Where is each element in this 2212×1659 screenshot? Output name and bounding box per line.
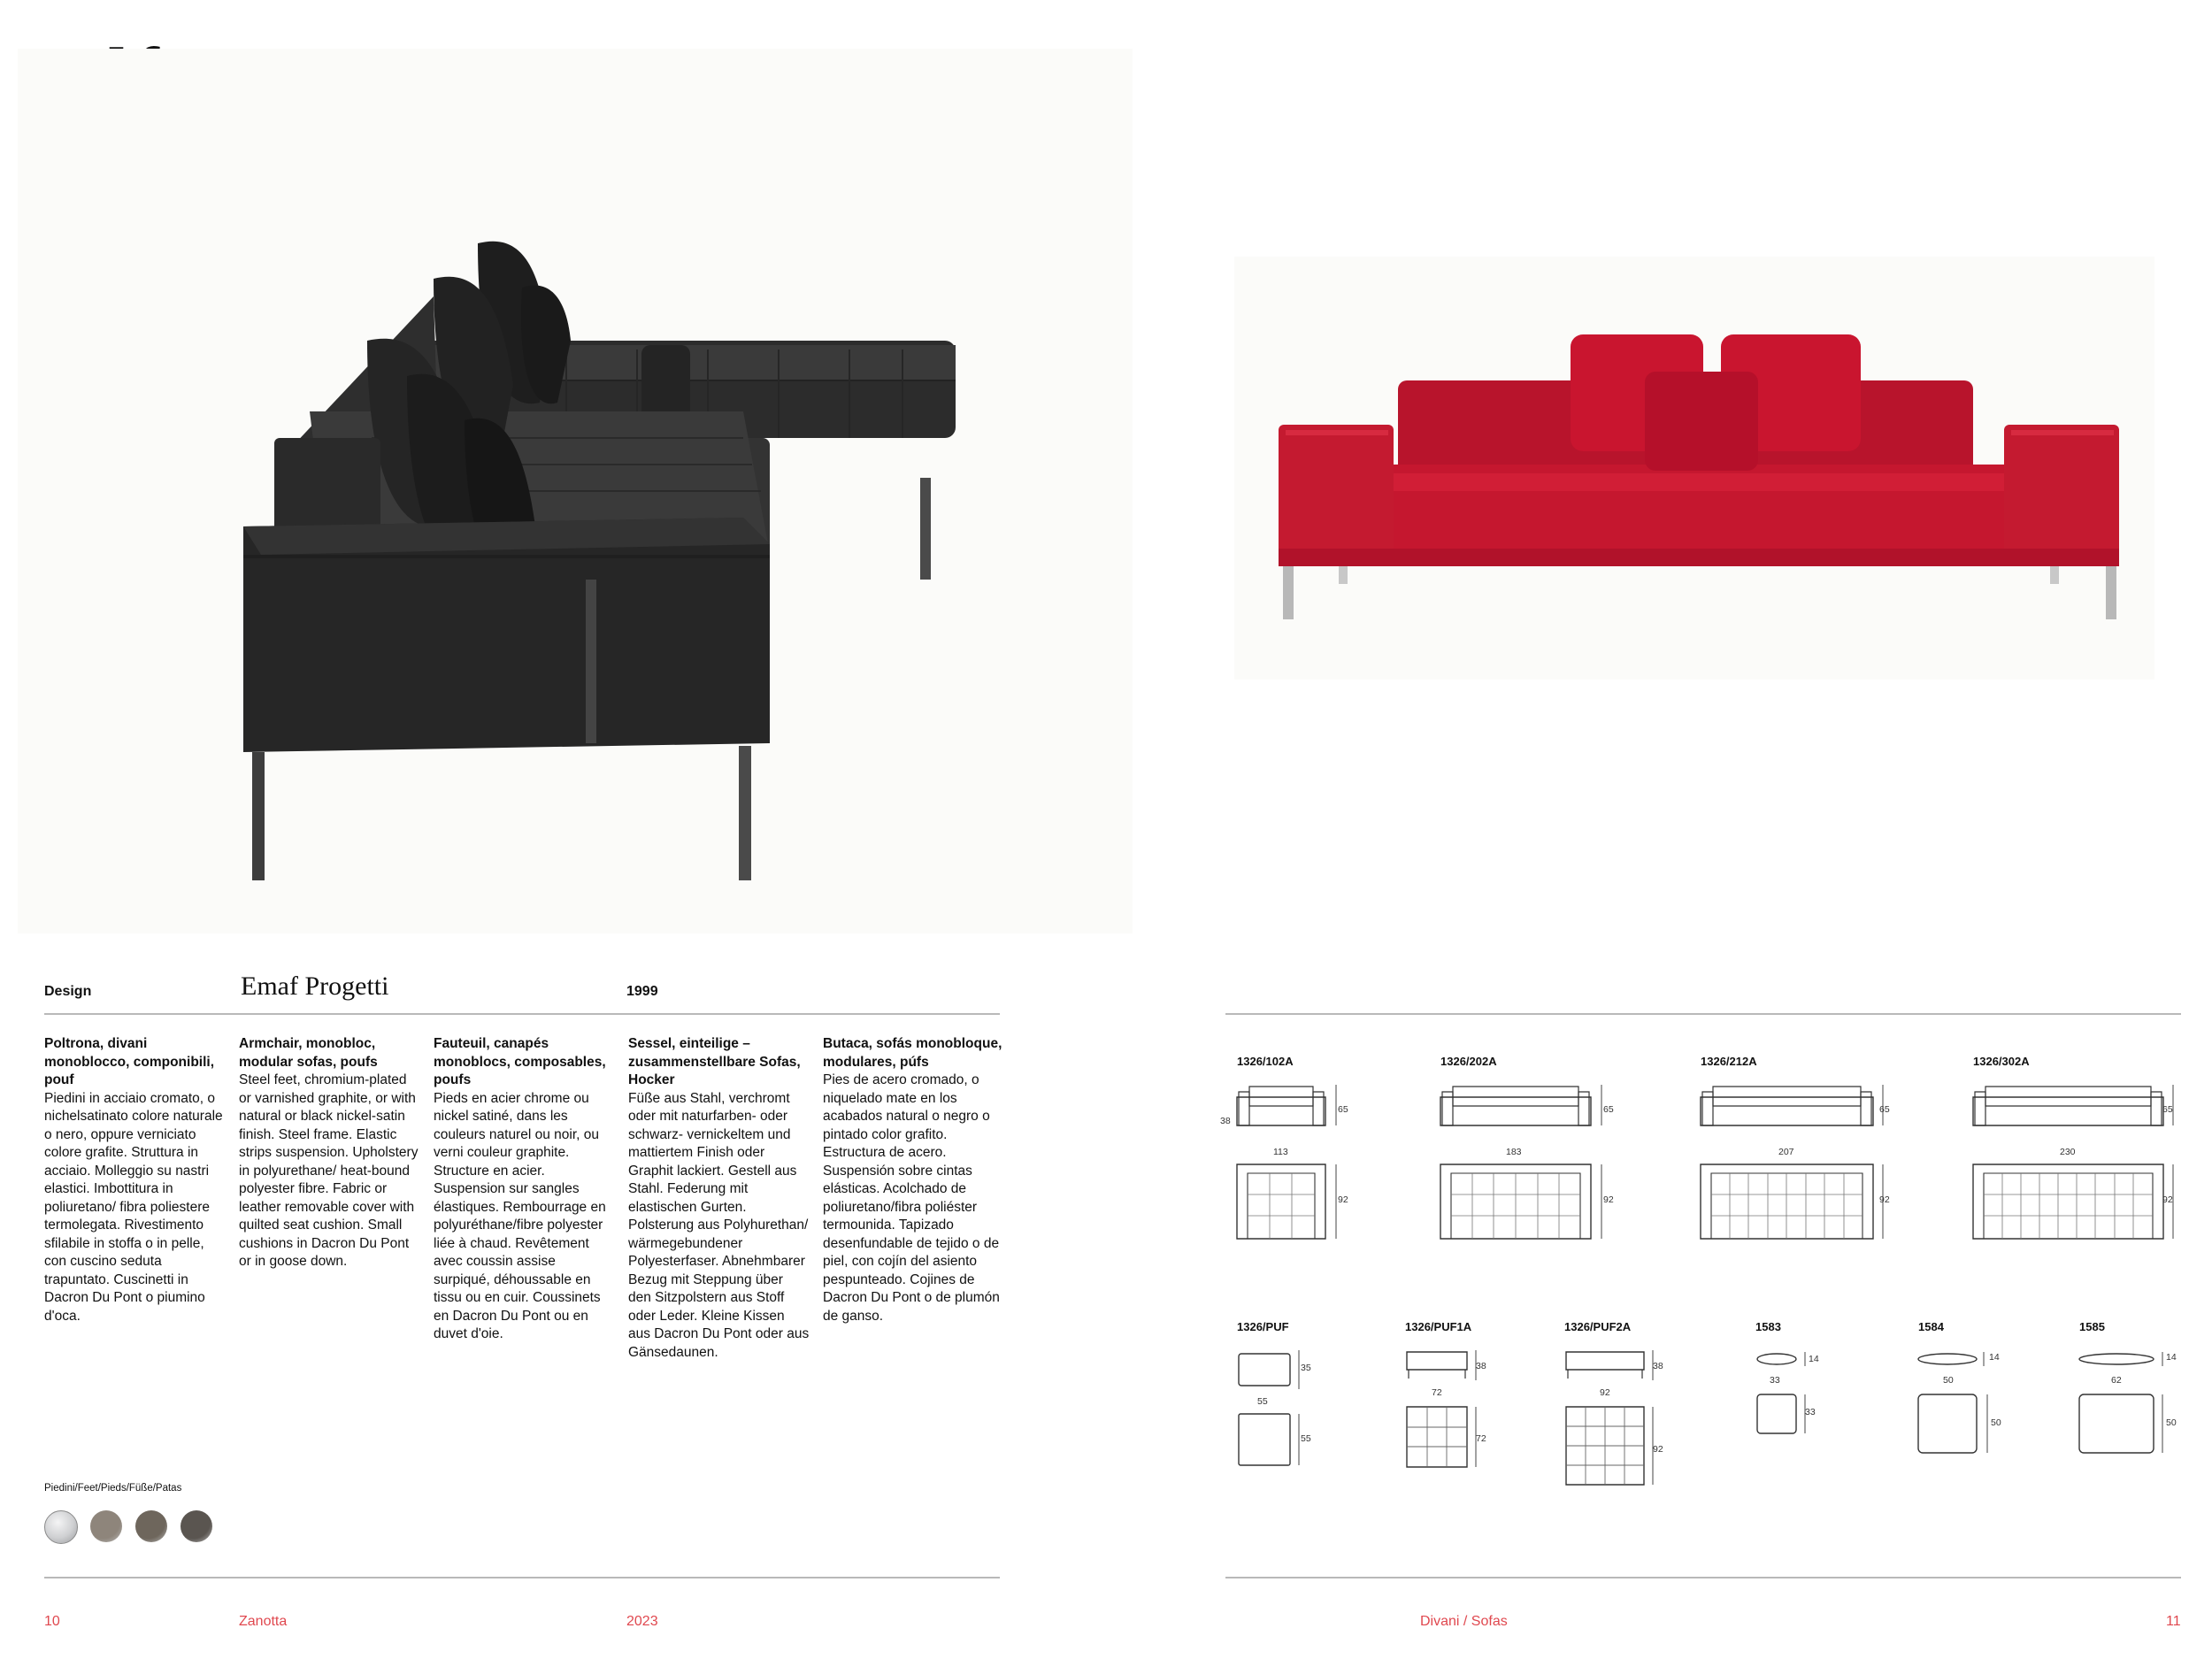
dim-depth: 50 <box>2166 1417 2177 1428</box>
designer-name: Emaf Progetti <box>241 972 389 1001</box>
drawing-PUF1A-plan <box>1407 1407 1481 1467</box>
feet-label: Piedini/Feet/Pieds/Füße/Patas <box>44 1483 182 1494</box>
drawing-102A-front <box>1237 1081 1343 1130</box>
description-body: Pieds en acier chrome ou nickel satiné, dans les couleurs naturel ou noir, ou verni couleur graphite. Structure en acier. Suspension sur sangles élastiques. Rembourrage en polyuréthane/fibre polyester liée à chaud. Revêtement avec coussin assise surpiqué, déhoussable en tissu ou en cuir. Coussinets en Dacron Du Pont ou en duvet d'oie. <box>434 1090 606 1341</box>
description-italian <box>44 1035 226 1325</box>
page-number-left: 10 <box>44 1614 60 1629</box>
drawing-302A-plan <box>1973 1164 2178 1239</box>
dim-height: 65 <box>1879 1104 1890 1115</box>
dim-depth: 92 <box>1338 1194 1348 1205</box>
drawing-1585-front <box>2079 1350 2168 1368</box>
drawing-PUF1A-front <box>1407 1350 1481 1384</box>
drawing-label-102A: 1326/102A <box>1237 1055 1294 1068</box>
dim-width: 207 <box>1778 1147 1794 1157</box>
description-body: Piedini in acciaio cromato, o nichelsatinato colore naturale o nero, oppure verniciato colore grafite. Struttura in acciaio. Molleggio su nastri elastici. Imbottitura in poliuretano/ fibra poliestere termolegata. Rivestimento sfilabile in stoffa o in pelle, con cuscino seduta trapuntato. Cuscinetti in Dacron Du Pont o piumino d'oca. <box>44 1090 223 1324</box>
drawing-label-212A: 1326/212A <box>1701 1055 1757 1068</box>
page-number-right: 11 <box>2166 1614 2181 1629</box>
drawing-PUF2A-front <box>1566 1350 1658 1384</box>
drawing-102A-plan <box>1237 1164 1343 1239</box>
dim-depth: 72 <box>1476 1433 1486 1444</box>
footer-brand: Zanotta <box>239 1614 288 1629</box>
description-body: Steel feet, chromium-plated or varnished graphite, or with natural or black nickel-satin finish. Steel frame. Elastic strips suspension. Upholstery in polyurethane/ heat-bound polyester fibre. Fabric or leather removable cover with quilted seat cushion. Small cushions in Dacron Du Pont or in goose down. <box>239 1072 419 1269</box>
drawing-202A-front <box>1440 1081 1609 1130</box>
dim-height: 35 <box>1301 1363 1311 1373</box>
drawing-label-PUF1A: 1326/PUF1A <box>1405 1320 1472 1333</box>
dim-height: 38 <box>1476 1361 1486 1371</box>
drawing-212A-front <box>1701 1081 1888 1130</box>
dim-depth: 33 <box>1805 1407 1816 1417</box>
description-heading: Armchair, monobloc, modular sofas, poufs <box>239 1036 378 1070</box>
dim-width: 55 <box>1257 1396 1268 1407</box>
description-heading: Poltrona, divani monoblocco, componibili, pouf <box>44 1036 215 1087</box>
dim-depth: 92 <box>1879 1194 1890 1205</box>
description-french <box>434 1035 615 1344</box>
dim-height: 65 <box>1603 1104 1614 1115</box>
dim-depth: 50 <box>1991 1417 2001 1428</box>
dim-seat-height: 38 <box>1220 1116 1231 1126</box>
drawing-PUF-front <box>1239 1350 1304 1389</box>
drawing-1585-plan <box>2079 1394 2168 1453</box>
dim-width: 113 <box>1273 1147 1288 1157</box>
description-body: Pies de acero cromado, o niquelado mate en los acabados natural o negro o pintado color grafito. Estructura de acero. Suspensión sobre cintas elásticas. Acolchado de poliuretano/fibra poliéster termounida. Tapizado desenfundable de tejido o de piel, con cojín del asiento pespunteado. Cojines de Dacron Du Pont o de plumón de ganso. <box>823 1072 1000 1324</box>
description-german <box>628 1035 810 1362</box>
design-year: 1999 <box>626 984 658 999</box>
black-sofa-photo <box>18 49 1133 933</box>
drawing-label-1585: 1585 <box>2079 1320 2105 1333</box>
drawing-PUF2A-plan <box>1566 1407 1658 1485</box>
dim-width: 230 <box>2060 1147 2076 1157</box>
description-body: Füße aus Stahl, verchromt oder mit naturfarben- oder schwarz- vernickeltem und mattiertem Finish oder Graphit lackiert. Gestell aus Stahl. Federung mit elastischen Gurten. Polsterung aus Polyhurethan/ wärmegebundener Polyesterfaser. Abnehmbarer Bezug mit Steppung über den Sitzpolstern aus Stoff oder Leder. Kleine Kissen aus Dacron Du Pont oder aus Gänsedaunen. <box>628 1090 810 1360</box>
dim-width: 72 <box>1432 1387 1442 1398</box>
drawing-1584-front <box>1918 1350 1993 1368</box>
dim-width: 50 <box>1943 1375 1954 1386</box>
red-sofa-photo <box>1234 257 2154 680</box>
drawing-label-PUF: 1326/PUF <box>1237 1320 1289 1333</box>
dim-height: 14 <box>1809 1354 1819 1364</box>
drawing-label-PUF2A: 1326/PUF2A <box>1564 1320 1632 1333</box>
drawing-1584-plan <box>1918 1394 1993 1453</box>
swatch-graphite <box>180 1510 212 1542</box>
dim-height: 14 <box>1989 1352 2000 1363</box>
dim-width: 183 <box>1506 1147 1522 1157</box>
drawing-202A-plan <box>1440 1164 1609 1239</box>
footer-section: Divani / Sofas <box>1420 1614 1508 1629</box>
divider-top-right <box>1225 1013 2181 1015</box>
dim-height: 65 <box>1338 1104 1348 1115</box>
drawing-label-1584: 1584 <box>1918 1320 1944 1333</box>
dim-depth: 55 <box>1301 1433 1311 1444</box>
drawing-1583-front <box>1757 1350 1814 1368</box>
dim-width: 33 <box>1770 1375 1780 1386</box>
divider-top-left <box>44 1013 1000 1015</box>
divider-bottom-right <box>1225 1577 2181 1578</box>
description-heading: Sessel, einteilige – zusammenstellbare Sofas, Hocker <box>628 1036 801 1087</box>
swatch-chrome <box>44 1510 78 1544</box>
dim-width: 92 <box>1600 1387 1610 1398</box>
drawing-label-202A: 1326/202A <box>1440 1055 1497 1068</box>
description-heading: Butaca, sofás monobloque, modulares, púfs <box>823 1036 1002 1070</box>
swatch-natural-nickel <box>90 1510 122 1542</box>
dim-height: 14 <box>2166 1352 2177 1363</box>
dim-depth: 92 <box>1653 1444 1663 1455</box>
drawing-label-1583: 1583 <box>1755 1320 1781 1333</box>
dim-depth: 92 <box>2162 1194 2173 1205</box>
dim-height: 65 <box>2162 1104 2173 1115</box>
dim-depth: 92 <box>1603 1194 1614 1205</box>
description-heading: Fauteuil, canapés monoblocs, composables, poufs <box>434 1036 606 1087</box>
drawing-212A-plan <box>1701 1164 1888 1239</box>
design-label: Design <box>44 984 92 999</box>
dim-width: 62 <box>2111 1375 2122 1386</box>
swatch-black-nickel <box>135 1510 167 1542</box>
drawing-label-302A: 1326/302A <box>1973 1055 2030 1068</box>
drawing-PUF-plan <box>1239 1414 1304 1465</box>
dim-height: 38 <box>1653 1361 1663 1371</box>
drawing-302A-front <box>1973 1081 2178 1130</box>
description-spanish <box>823 1035 1004 1325</box>
footer-year: 2023 <box>626 1614 658 1629</box>
description-english <box>239 1035 420 1271</box>
divider-bottom-left <box>44 1577 1000 1578</box>
